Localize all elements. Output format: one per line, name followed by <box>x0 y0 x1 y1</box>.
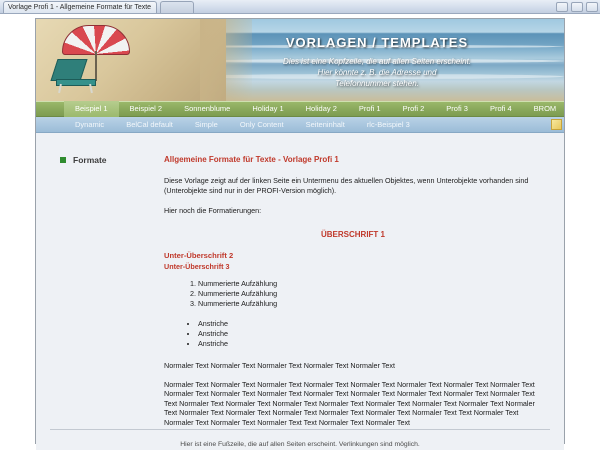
square-bullet-icon <box>60 157 66 163</box>
intro-paragraph-2: Hier noch die Formatierungen: <box>164 206 262 215</box>
numbered-list <box>164 279 542 309</box>
banner-subtitle-line-1: Dies ist eine Kopfzeile, die auf allen Seiten erscheint. <box>282 57 472 66</box>
chair-leg-left <box>58 84 62 93</box>
content-area <box>36 133 564 429</box>
nav-item-brom[interactable]: BROM <box>533 104 557 113</box>
subnav-item-simple[interactable]: Simple <box>194 119 218 129</box>
list-item: • Anstriche <box>198 339 542 349</box>
main-navigation <box>36 101 564 117</box>
window-controls <box>556 2 598 12</box>
banner-subtitle-line-3: Telefonnummer stehen. <box>335 79 419 88</box>
subnav-item-seiteninhalt[interactable]: Seiteninhalt <box>305 119 345 129</box>
banner-subtitle-line-2: Hier könnte z. B. die Adresse und <box>317 68 437 77</box>
sidebar <box>36 133 154 429</box>
intro-paragraph: Diese Vorlage zeigt auf der linken Seite ein Untermenu des aktuellen Objektes, wenn Unterobjekte vorhanden sind (Unterobjekte sind nur in der PROFI-Version möglich). <box>164 176 529 195</box>
bullet-list <box>164 319 542 349</box>
list-item: • Anstriche <box>198 319 542 329</box>
list-item: • Anstriche <box>198 329 542 339</box>
heading-2: Unter-Überschrift 2 <box>164 251 234 260</box>
banner-title: VORLAGEN / TEMPLATES <box>285 35 469 50</box>
site-frame <box>35 18 565 448</box>
text-block-2: Normaler Text Normaler Text Normaler Text Normaler Text Normaler Text Normaler Text Normaler Text Normaler Text Normaler Text Normaler Text Normaler Text Normaler Text Normaler Text Normaler Text Normaler Text Normaler Text Text Normaler Text Normaler Text Normaler Text Normaler Text Normaler Text Normaler Text Normaler Text Normaler Text Normaler Text Normaler Text Normaler Text Normaler Text Normaler Text Normaler Text Text Normaler Text Normaler Text Normaler Text Normaler Text Text Normaler Text Normaler Text <box>164 379 535 427</box>
subnav-item-dynamic[interactable]: Dynamic <box>75 119 105 129</box>
heading-3: Unter-Überschrift 3 <box>164 262 230 271</box>
list-item: 2. Nummerierte Aufzählung <box>198 289 542 299</box>
nav-item-profi-1[interactable]: Profi 1 <box>358 104 381 113</box>
nav-item-holiday-1[interactable]: Holiday 1 <box>252 104 284 113</box>
nav-item-profi-2[interactable]: Profi 2 <box>402 104 425 113</box>
banner-text-block <box>196 35 558 89</box>
beach-chair-icon <box>50 59 102 93</box>
beach-umbrella-icon <box>62 25 130 59</box>
nav-item-profi-3[interactable]: Profi 3 <box>446 104 468 113</box>
list-item: 1. Nummerierte Aufzählung <box>198 279 542 289</box>
sidebar-item-formate[interactable] <box>60 155 154 165</box>
minimize-button[interactable] <box>556 2 568 12</box>
browser-tab-active[interactable]: Vorlage Profi 1 - Allgemeine Formate für Texte <box>3 1 157 13</box>
nav-item-beispiel-1[interactable]: Beispiel 1 <box>64 101 119 117</box>
text-block-1: Normaler Text Normaler Text Normaler Text Normaler Text Normaler Text <box>164 361 395 370</box>
subnav-item-rlc-beispiel-3[interactable]: rlc-Beispiel 3 <box>366 119 410 129</box>
browser-chrome <box>0 0 600 14</box>
sidebar-item-label: Formate <box>73 155 107 165</box>
page-title: Allgemeine Formate für Texte - Vorlage Profi 1 <box>164 155 339 164</box>
heading-1: ÜBERSCHRIFT 1 <box>320 230 385 239</box>
header-banner <box>36 19 564 101</box>
footer-text: Hier ist eine Fußzeile, die auf allen Seiten erscheint. Verlinkungen sind möglich. <box>180 440 420 448</box>
chair-back <box>50 59 87 81</box>
main-content <box>154 133 564 429</box>
page-viewport <box>0 14 600 450</box>
subnav-item-only-content[interactable]: Only Content <box>239 119 284 129</box>
sub-navigation <box>36 117 564 133</box>
footer <box>36 430 564 450</box>
browser-tab-inactive[interactable] <box>160 1 194 13</box>
nav-item-holiday-2[interactable]: Holiday 2 <box>305 104 337 113</box>
nav-item-profi-4[interactable]: Profi 4 <box>489 104 512 113</box>
maximize-button[interactable] <box>571 2 583 12</box>
nav-item-beispiel-2[interactable]: Beispiel 2 <box>129 104 163 113</box>
subnav-item-belcal-default[interactable]: BelCal default <box>126 119 173 129</box>
nav-item-sonnenblume[interactable]: Sonnenblume <box>184 104 231 113</box>
page-corner-icon[interactable] <box>551 119 562 130</box>
list-item: 3. Nummerierte Aufzählung <box>198 299 542 309</box>
close-button[interactable] <box>586 2 598 12</box>
